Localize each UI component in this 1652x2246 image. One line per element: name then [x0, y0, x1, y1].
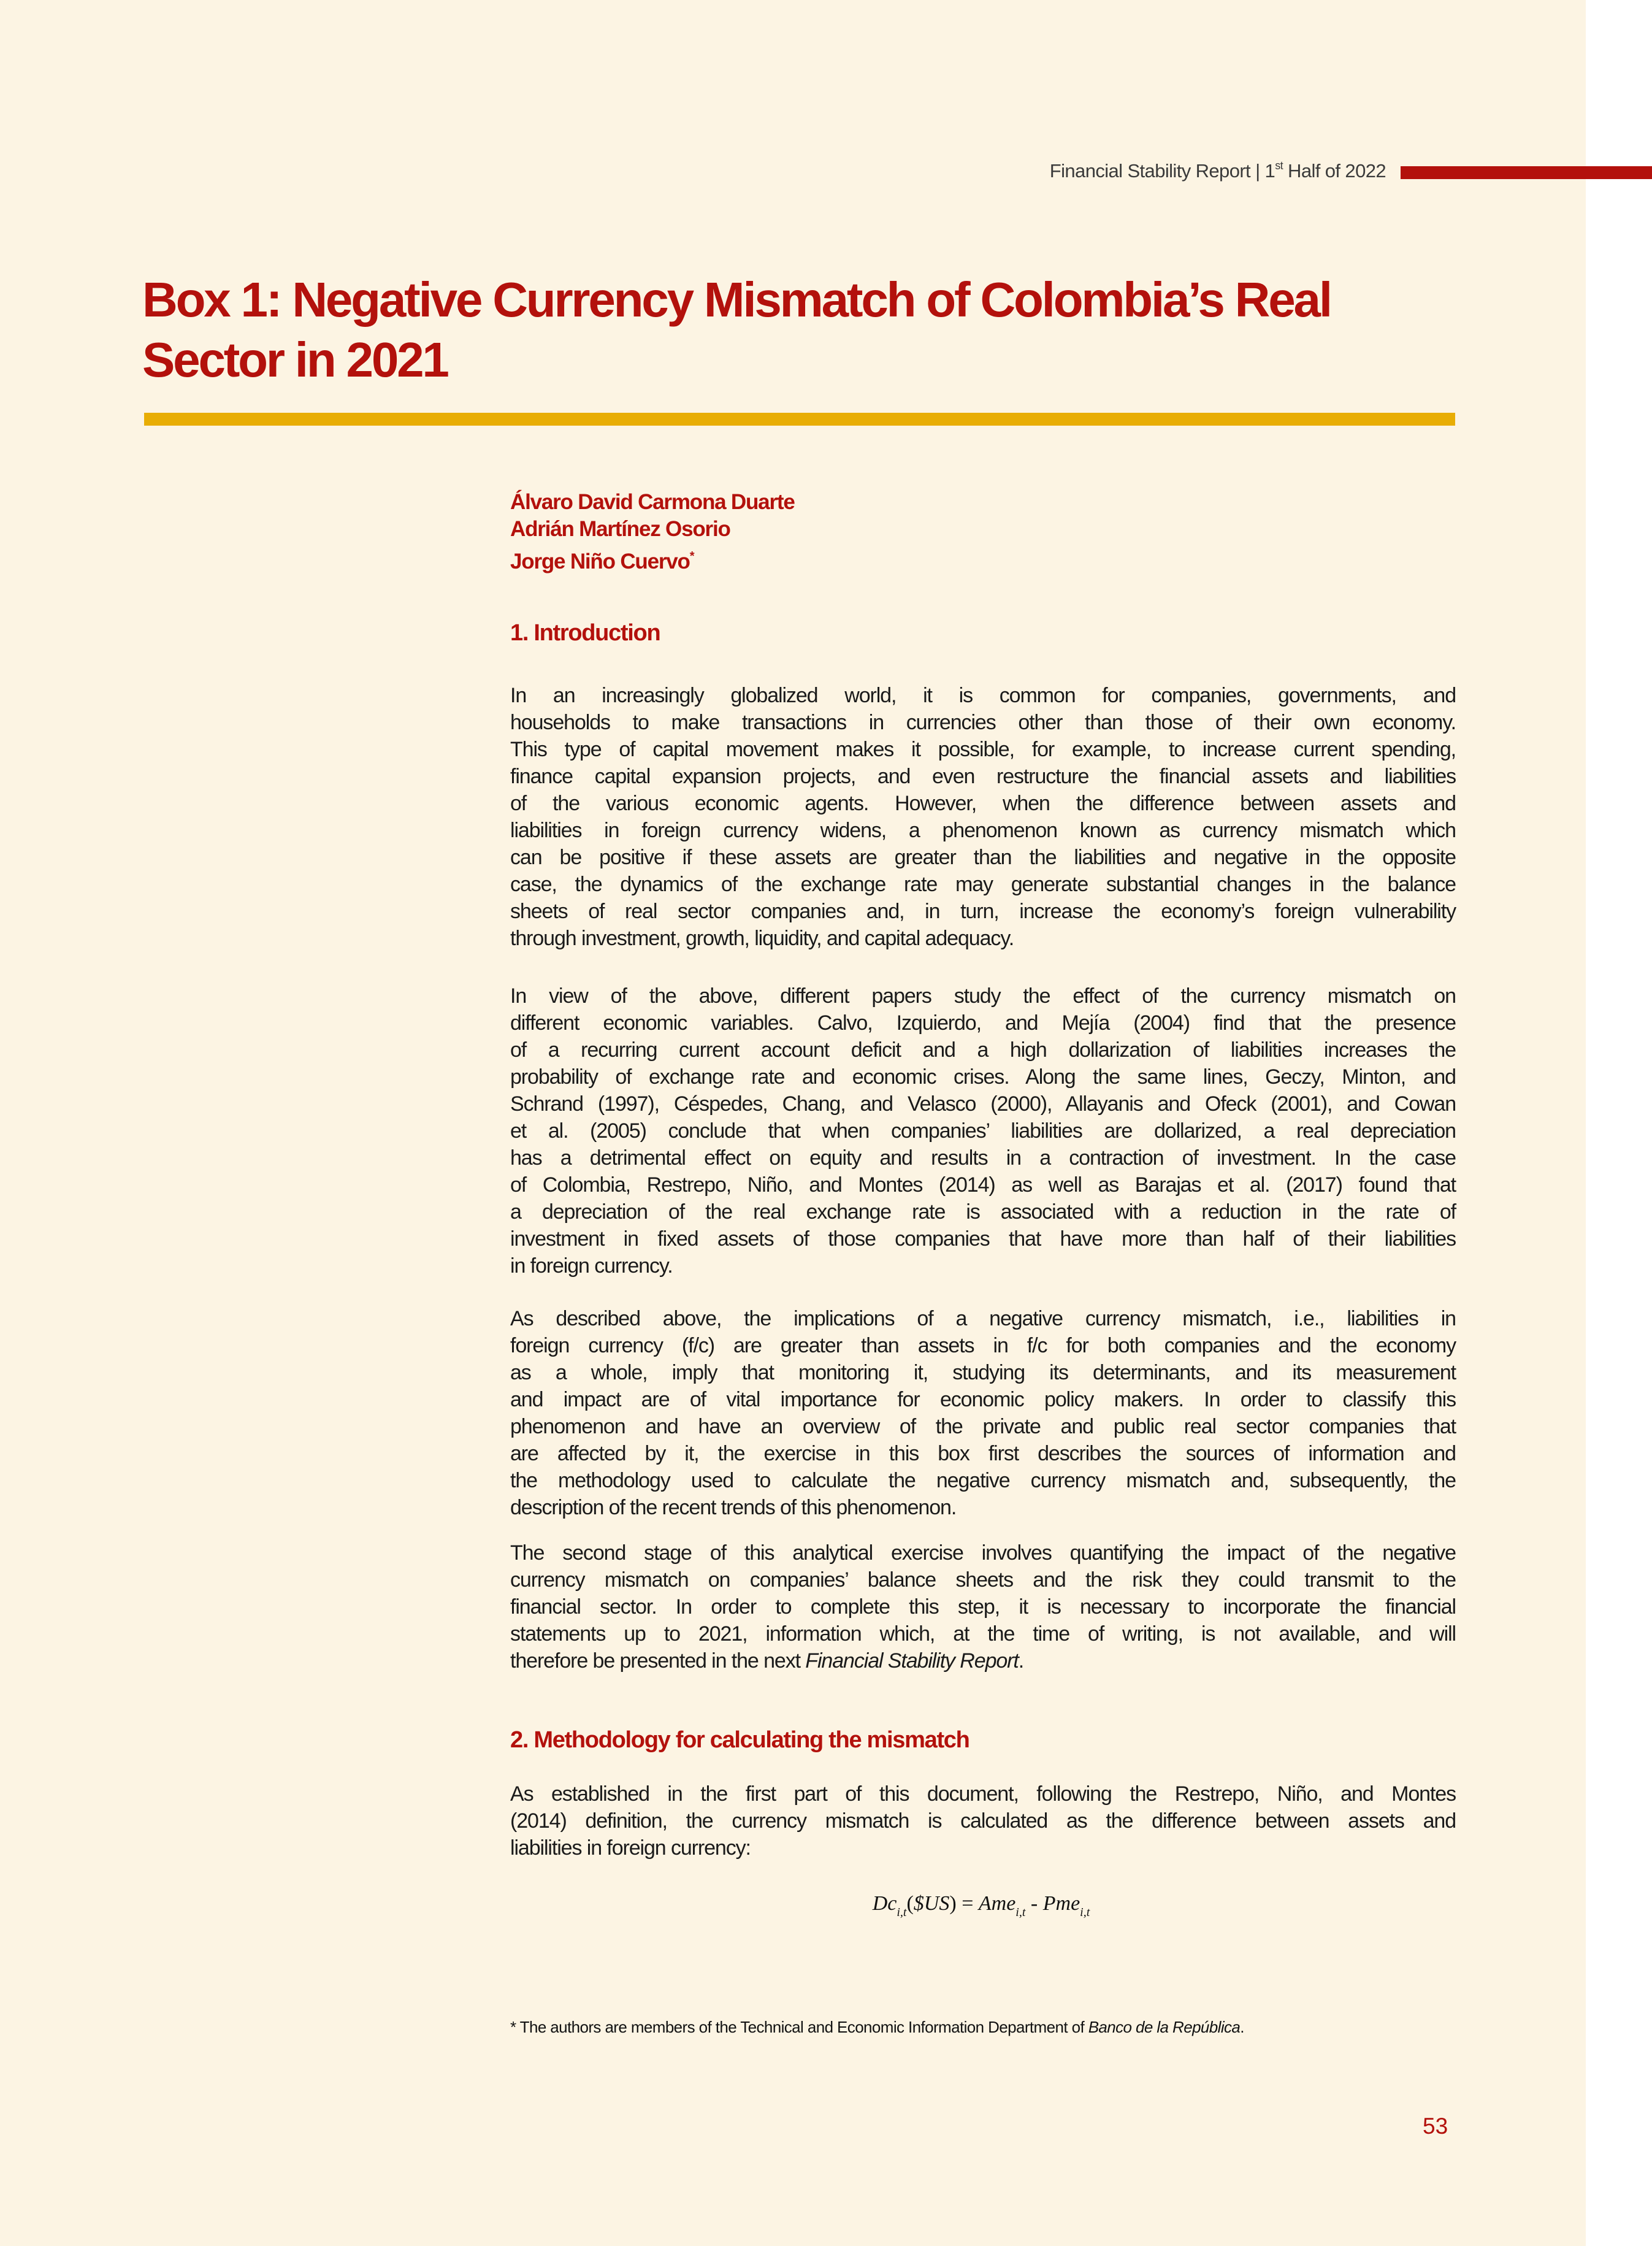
intro-paragraph-1 [510, 682, 1456, 952]
paragraph-line: a depreciation of the real exchange rate is associated with a reduction in the rate of [510, 1200, 1456, 1224]
author-footnote-mark: * [689, 550, 694, 563]
report-title-italic: Financial Stability Report [805, 1649, 1019, 1673]
paragraph-line: probability of exchange rate and economic crises. Along the same lines, Geczy, Minton, and [510, 1065, 1456, 1089]
author-name: Adrián Martínez Osorio [510, 517, 730, 541]
page-title [142, 270, 1491, 390]
intro-paragraph-2 [510, 983, 1456, 1279]
paragraph-line: finance capital expansion projects, and even restructure the financial assets and liabilities [510, 765, 1456, 788]
paragraph-line: The second stage of this analytical exercise involves quantifying the impact of the negative [510, 1541, 1456, 1565]
mismatch-equation: $Dc_{i,t}(\$US) = Ame_{i,t} - Pme_{i,t}$ [872, 1892, 1090, 1919]
paragraph-line: sheets of real sector companies and, in turn, increase the economy’s foreign vulnerability [510, 900, 1456, 923]
paragraph-line: case, the dynamics of the exchange rate may generate substantial changes in the balance [510, 873, 1456, 896]
paragraph-line: can be positive if these assets are greater than the liabilities and negative in the opposite [510, 846, 1456, 869]
title-divider [144, 413, 1455, 426]
author-name: Álvaro David Carmona Duarte [510, 490, 795, 514]
author-footnote: * The authors are members of the Technical and Economic Information Department of Banco de la República. [510, 2018, 1244, 2036]
author-name: Jorge Niño Cuervo* [510, 550, 694, 573]
paragraph-last-line: therefore be presented in the next Financial Stability Report. [510, 1649, 1024, 1673]
institution-name: Banco de la República [1088, 2018, 1241, 2036]
paragraph-line: (2014) definition, the currency mismatch is calculated as the difference between assets and [510, 1809, 1456, 1833]
paragraph-line: are affected by it, the exercise in this box first describes the sources of information and [510, 1442, 1456, 1465]
running-head-prefix: Financial Stability Report | 1 [1049, 160, 1275, 182]
paragraph-line: et al. (2005) conclude that when companies’ liabilities are dollarized, a real depreciation [510, 1119, 1456, 1143]
paragraph-line: investment in fixed assets of those companies that have more than half of their liabilities [510, 1227, 1456, 1251]
paragraph-line: financial sector. In order to complete this step, it is necessary to incorporate the financial [510, 1595, 1456, 1619]
paragraph-line: of Colombia, Restrepo, Niño, and Montes (2014) as well as Barajas et al. (2017) found that [510, 1173, 1456, 1197]
paragraph-line: households to make transactions in currencies other than those of their own economy. [510, 711, 1456, 734]
paragraph-line: liabilities in foreign currency widens, a phenomenon known as currency mismatch which [510, 819, 1456, 842]
title-line-2: Sector in 2021 [142, 332, 448, 387]
paragraph-line: the methodology used to calculate the negative currency mismatch and, subsequently, the [510, 1469, 1456, 1492]
paragraph-line: In an increasingly globalized world, it is common for companies, governments, and [510, 684, 1456, 707]
paragraph-line: description of the recent trends of this phenomenon. [510, 1496, 957, 1519]
running-head-ordinal: st [1275, 159, 1283, 172]
paragraph-line: has a detrimental effect on equity and results in a contraction of investment. In the case [510, 1146, 1456, 1170]
author-list [510, 489, 795, 575]
methodology-paragraph-1 [510, 1780, 1456, 1861]
paragraph-line: liabilities in foreign currency: [510, 1836, 751, 1860]
title-line-1: Box 1: Negative Currency Mismatch of Colombia’s Real [142, 272, 1331, 327]
paragraph-line: Schrand (1997), Céspedes, Chang, and Velasco (2000), Allayanis and Ofeck (2001), and Cowan [510, 1092, 1456, 1116]
section-heading-introduction: 1. Introduction [510, 620, 660, 646]
paragraph-line: statements up to 2021, information which, at the time of writing, is not available, and will [510, 1622, 1456, 1646]
paragraph-line: different economic variables. Calvo, Izquierdo, and Mejía (2004) find that the presence [510, 1011, 1456, 1035]
running-head [993, 159, 1386, 182]
paragraph-line: phenomenon and have an overview of the private and public real sector companies that [510, 1415, 1456, 1438]
paragraph-line: and impact are of vital importance for economic policy makers. In order to classify this [510, 1388, 1456, 1411]
paragraph-line: In view of the above, different papers study the effect of the currency mismatch on [510, 984, 1456, 1008]
paragraph-line: As described above, the implications of a negative currency mismatch, i.e., liabilities in [510, 1307, 1456, 1330]
section-heading-methodology: 2. Methodology for calculating the mismatch [510, 1727, 969, 1753]
paragraph-lines [510, 1539, 1456, 1647]
header-accent-bar [1401, 166, 1652, 179]
page-number: 53 [1423, 2114, 1448, 2139]
paragraph-line: As established in the first part of this document, following the Restrepo, Niño, and Montes [510, 1782, 1456, 1806]
paragraph-line: through investment, growth, liquidity, and capital adequacy. [510, 927, 1014, 950]
paragraph-line: currency mismatch on companies’ balance sheets and the risk they could transmit to the [510, 1568, 1456, 1592]
paragraph-line: of the various economic agents. However, when the difference between assets and [510, 792, 1456, 815]
intro-paragraph-3 [510, 1305, 1456, 1521]
paragraph-line: This type of capital movement makes it possible, for example, to increase current spending, [510, 738, 1456, 761]
running-head-suffix: Half of 2022 [1283, 160, 1386, 182]
paragraph-line: as a whole, imply that monitoring it, studying its determinants, and its measurement [510, 1361, 1456, 1384]
paragraph-line: in foreign currency. [510, 1254, 673, 1278]
paragraph-line: of a recurring current account deficit and a high dollarization of liabilities increases the [510, 1038, 1456, 1062]
paragraph-line: foreign currency (f/c) are greater than assets in f/c for both companies and the economy [510, 1334, 1456, 1357]
intro-paragraph-4 [510, 1539, 1456, 1674]
